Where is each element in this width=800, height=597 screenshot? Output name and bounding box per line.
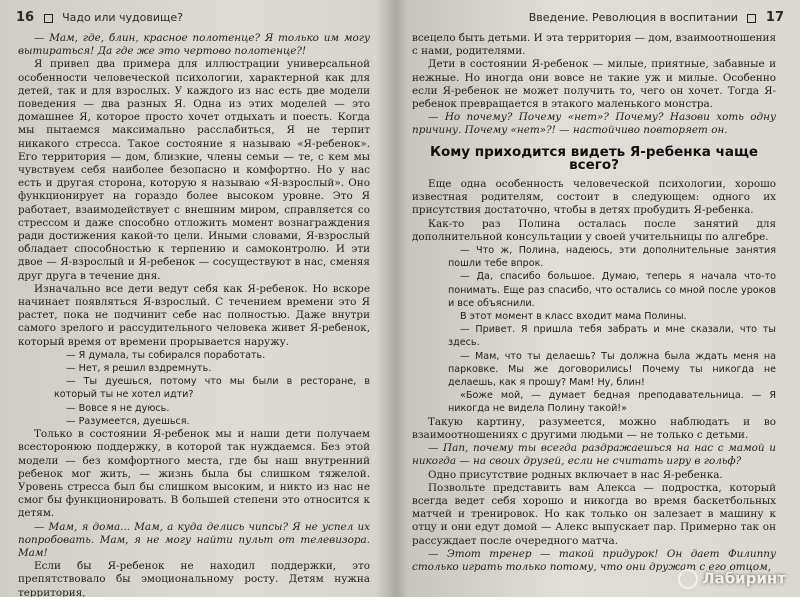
left-page: [0, 0, 390, 597]
labirint-logo-icon: [678, 569, 698, 589]
right-page: [398, 0, 800, 597]
running-title: Введение. Революция в воспитании: [528, 11, 738, 24]
paragraph: Если бы Я-ребенок не находил поддержки, это препятствовало бы эмоциональному росту. Детям нужна территория,: [18, 560, 370, 597]
dialog-line: — Да, спасибо большое. Думаю, теперь я начала что-то понимать. Еще раз спасибо, что остались со мной после уроков и все объяснили.: [448, 271, 776, 309]
paragraph: — Мам, где, блин, красное полотенце? Я только им могу вытираться! Да где же это чертово полотенце?!: [18, 32, 370, 58]
dialog-line: — Ты дуешься, потому что мы были в ресторане, в который ты не хотел идти?: [54, 376, 370, 401]
text-after-section: [412, 178, 776, 574]
dialog-line: — Нет, я решил вздремнуть.: [66, 363, 212, 375]
paragraph: Только в состоянии Я-ребенок мы и наши дети получаем всесторонюю поддержку, в которой так нуждаемся. Без этой модели — без комфортного места, где бы наш внутренний ребенок мог жить, — жизнь была бы слишком тяжелой. Уровень стресса был бы слишком высоким, и никто из нас не смог бы функционировать. В большей степени это относится к детям.: [18, 428, 370, 520]
dialog-line: — Мам, что ты делаешь? Ты должна была ждать меня на парковке. Мы же договорились! Почему ты никогда не делаешь, как я прошу? Мам! Ну, блин!: [448, 350, 776, 389]
paragraph: Позвольте представить вам Алекса — подростка, который всегда ведет себя хорошо и никогда во время баскетбольных матчей и тренировок. Но как только он залезает в машину к отцу и они едут домой — Алекс выпускает пар. Примерно так он рассуждает после очередного матча.: [412, 481, 776, 547]
paragraph: Дети в состоянии Я-ребенок — милые, приятные, забавные и нежные. Но иногда они вовсе не такие уж и милые. Особенно если Я-ребенок не может получить то, чего он хочет. Тогда Я-ребенок превращается в этакого маленького монстра.: [412, 58, 776, 111]
watermark-text: Лабиринт: [702, 569, 786, 588]
dialog-line: — Что ж, Полина, надеюсь, эти дополнительные занятия пошли тебе впрок.: [448, 245, 776, 270]
section-heading: Кому приходится видеть Я-ребенка чаще всего?: [429, 143, 759, 173]
paragraph: — Этот тренер — такой придурок! Он дает Филиппу столько играть только потому, что они дружат с его отцом,: [412, 547, 776, 573]
paragraph: Я привел два примера для иллюстрации универсальной особенности человеческой психологии, характерной как для детей, так и для взрослых. У каждого из нас есть две модели поведения — два разных Я. Одна из этих моделей — это домашнее Я, которое просто хочет отдыхать и поесть. Когда мы пытаемся максимально расслабиться, Я не терпит никакого стресса. Такое состояние я называю «Я-ребенок». Его территория — дом, близкие, члены семьи — те, с кем мы чувствуем себя наиболее безопасно и комфортно. Но у нас есть и другая сторона, которую я называю «Я-взрослый». Оно функционирует на гораздо более высоком уровне. Это Я работает, взаимодействует с внешним миром, справляется со стрессом и даже способно отложить момент вознаграждения ради достижения какой-то цели. Иными словами, Я-взрослый обладает способностью к терпению и самоконтролю. И эти двое — Я-взрослый и Я-ребенок — сосуществуют в нас, сменяя друг друга в течение дня.: [18, 58, 370, 282]
paragraph: Такую картину, разумеется, можно наблюдать и во взаимоотношениях с другими людьми — не только с детьми.: [412, 415, 776, 441]
dialog-line: В этот момент в класс входит мама Полины.: [460, 311, 687, 323]
dialog-line: — Вовсе я не дуюсь.: [66, 402, 170, 414]
right-page-header: [412, 10, 784, 28]
right-page-text: [412, 32, 776, 574]
watermark-logo: [678, 569, 786, 589]
left-page-header: [16, 10, 376, 28]
left-page-text: [18, 32, 370, 597]
paragraph: — Мам, я дома... Мам, а куда делись чипсы? Я не успел их попробовать. Мам, я не могу найти пульт от телевизора. Мам!: [18, 520, 370, 559]
paragraph: Одно присутствие родных включает в нас Я-ребенка.: [428, 468, 723, 481]
running-title: Чадо или чудовище?: [62, 11, 183, 24]
text-before-section: [412, 32, 776, 138]
dialog-line: «Боже мой, — думает бедная преподавательница. — Я никогда не видела Полину такой!»: [448, 390, 776, 415]
dialog-line: — Разумеется, дуешься.: [66, 415, 190, 427]
square-bullet-icon: [44, 14, 53, 23]
page-number: 16: [16, 10, 35, 25]
paragraph: Как-то раз Полина осталась после занятий для дополнительной консультации у своей учительницы по алгебре.: [412, 217, 776, 243]
paragraph: Еще одна особенность человеческой психологии, хорошо известная родителям, состоит в следующем: одного их присутствия достаточно, чтобы в детях пробудить Я-ребенка.: [412, 178, 776, 217]
square-bullet-icon: [747, 14, 756, 23]
paragraph: — Но почему? Почему «нет»? Почему? Назови хоть одну причину. Почему «нет»?! — настойчиво повторяет он.: [412, 111, 776, 137]
paragraph: Изначально все дети ведут себя как Я-ребенок. Но вскоре начинает появляться Я-взрослый. С течением времени это Я растет, пока не подчинит себе нас полностью. Даже внутри самого зрелого и рассудительного человека живет Я-ребенок, который время от времени прорывается наружу.: [18, 282, 370, 348]
dialog-line: — Привет. Я пришла тебя забрать и мне сказали, что ты здесь.: [448, 324, 776, 349]
page-number: 17: [765, 10, 784, 25]
dialog-line: — Я думала, ты собирался поработать.: [66, 349, 266, 361]
paragraph: всецело быть детьми. И эта территория — дом, взаимоотношения с нами, родителями.: [412, 32, 777, 58]
paragraph: — Пап, почему ты всегда раздражаешься на нас с мамой и никогда — на своих друзей, если не считать игру в гольф?: [412, 442, 776, 468]
